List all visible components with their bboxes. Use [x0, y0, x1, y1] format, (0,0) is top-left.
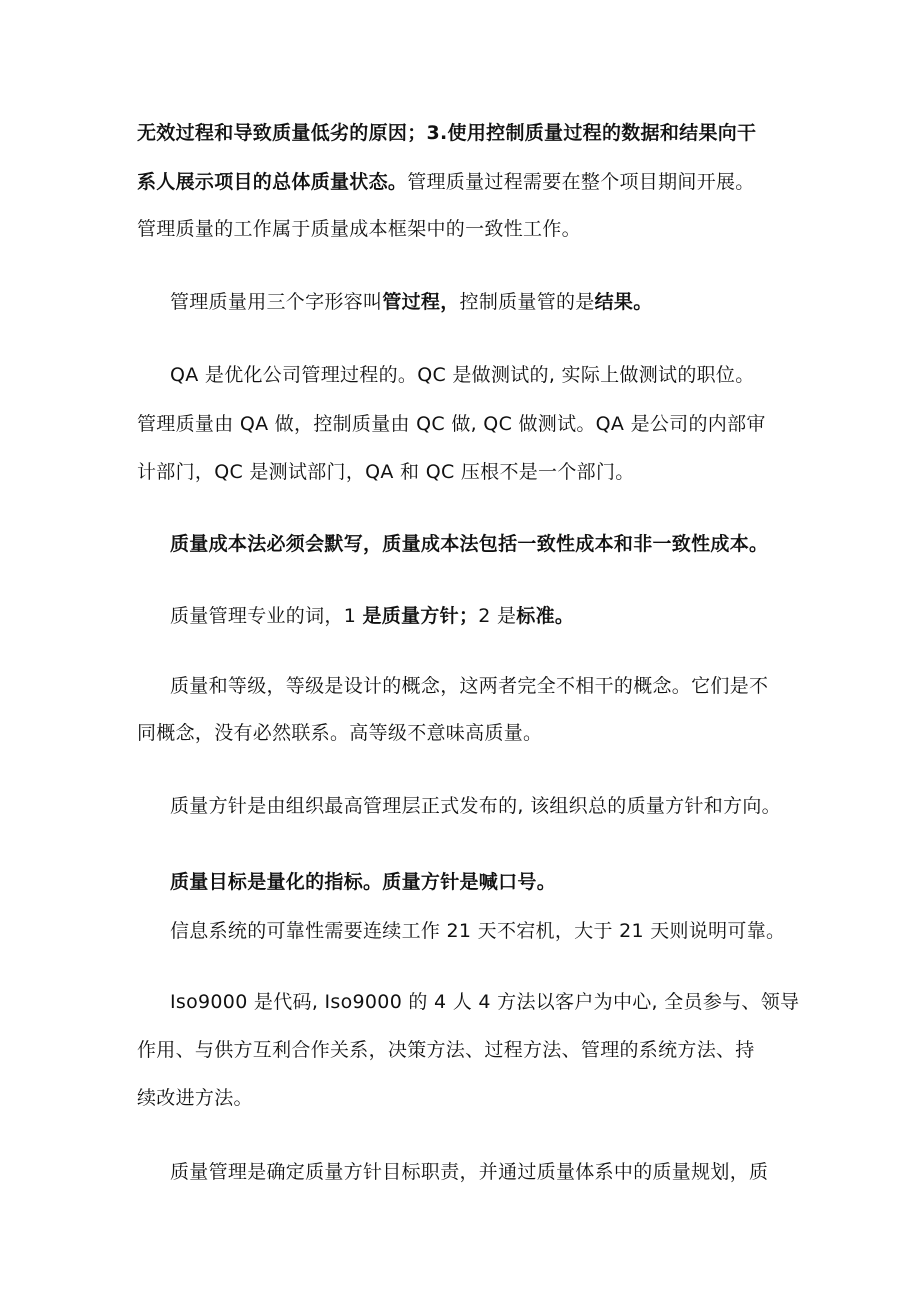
text-line: [137, 1037, 755, 1063]
text-span: 质量方针是由组织最高管理层正式发布的, 该组织总的质量方针和方向。: [170, 795, 781, 817]
text-span: QA 是优化公司管理过程的。QC 是做测试的, 实际上做测试的职位。: [170, 364, 755, 386]
text-span: 2 是: [478, 605, 517, 627]
text-line: [137, 216, 581, 242]
text-line: [137, 411, 766, 437]
text-span: 计部门，QC 是测试部门，QA 和 QC 压根不是一个部门。: [137, 461, 635, 483]
text-line: [170, 989, 799, 1015]
text-span: 管理质量的工作属于质量成本框架中的一致性工作。: [137, 218, 581, 240]
bold-text: 结果。: [594, 291, 653, 313]
text-span: 管理质量由 QA 做，控制质量由 QC 做, QC 做测试。QA 是公司的内部审: [137, 413, 766, 435]
text-span: 作用、与供方互利合作关系，决策方法、过程方法、管理的系统方法、持: [137, 1039, 755, 1061]
text-line: [170, 918, 785, 944]
text-line: [170, 603, 574, 629]
text-line: [170, 793, 781, 819]
text-line: [137, 720, 542, 746]
text-line: [170, 673, 768, 699]
text-line: [137, 120, 756, 146]
text-line: [170, 869, 556, 895]
bold-text: 系人展示项目的总体质量状态。: [137, 171, 408, 193]
text-line: [170, 531, 768, 557]
text-span: 质量管理是确定质量方针目标职责，并通过质量体系中的质量规划，质: [170, 1161, 769, 1183]
text-span: Iso9000 是代码, Iso9000 的 4 人 4 方法以客户为中心, 全员参与、领导: [170, 991, 800, 1013]
bold-text: 标准。: [516, 605, 575, 627]
bold-text: 是质量方针；: [362, 605, 479, 627]
text-line: [170, 1159, 768, 1185]
bold-text: 管过程，: [382, 291, 460, 313]
text-span: 管理质量用三个字形容叫: [170, 291, 383, 313]
bold-text: 无效过程和导致质量低劣的原因；3.使用控制质量过程的数据和结果向干: [137, 122, 757, 144]
text-line: [170, 362, 755, 388]
text-span: 控制质量管的是: [459, 291, 595, 313]
text-span: 管理质量过程需要在整个项目期间开展。: [407, 171, 755, 193]
text-span: 续改进方法。: [137, 1087, 253, 1109]
text-span: 质量和等级，等级是设计的概念，这两者完全不相干的概念。它们是不: [170, 675, 769, 697]
text-span: 质量管理专业的词，1: [170, 605, 363, 627]
text-line: [137, 1085, 253, 1111]
bold-text: 质量成本法必须会默写，质量成本法包括一致性成本和非一致性成本。: [170, 533, 769, 555]
text-line: [137, 169, 755, 195]
bold-text: 质量目标是量化的指标。质量方针是喊口号。: [170, 871, 557, 893]
text-span: 信息系统的可靠性需要连续工作 21 天不宕机，大于 21 天则说明可靠。: [170, 920, 786, 942]
text-line: [170, 289, 653, 315]
text-span: 同概念，没有必然联系。高等级不意味高质量。: [137, 722, 543, 744]
text-line: [137, 459, 635, 485]
